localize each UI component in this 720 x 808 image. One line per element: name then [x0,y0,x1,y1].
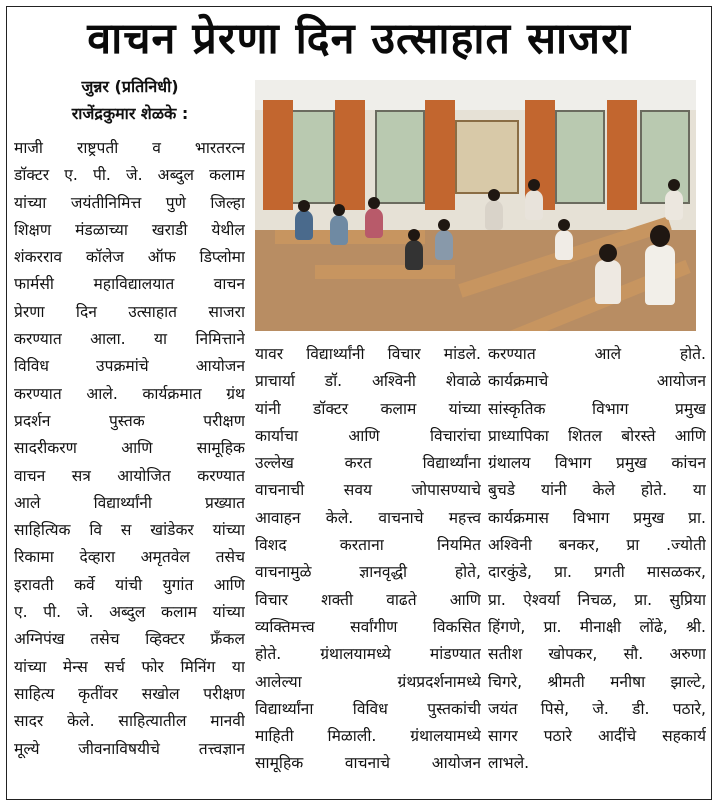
article-line: माहिती मिळाली. ग्रंथालयामध्ये [255,727,481,746]
article-line: प्रेरणा दिन उत्साहात साजरा [14,302,245,321]
article-line: माजी राष्ट्रपती व भारतरत्न [14,139,245,157]
photo-student-head [650,225,670,247]
article-column-3 [488,341,706,778]
photo-curtain [263,100,293,210]
photo-student-head [528,179,540,191]
article-line: शिक्षण मंडळाच्या खराडी येथील [14,220,245,239]
article-line: इरावती कर्वे यांची युगांत आणि [14,575,245,594]
photo-curtain [607,100,637,210]
article-line: ए. पी. जे. अब्दुल कलाम यांच्या [14,603,245,622]
photo-window [555,110,605,204]
article-line: वाचनाची सवय जोपासण्याचे [255,481,481,500]
photo-student-head [668,179,680,191]
article-line: कार्यक्रमास विभाग प्रमुख प्रा. [488,508,706,527]
article-line: कार्यक्रमाचे आयोजन [488,372,706,391]
article-line: सामूहिक वाचनाचे आयोजन [255,754,481,773]
article-line: प्राध्यापिका शितल बोरस्ते आणि [488,426,706,445]
photo-student [665,190,683,220]
article-line: अग्निपंख तसेच व्हिक्टर फ्रँकल [14,630,245,649]
article-line: साहित्यिक वि स खांडेकर यांच्या [14,521,245,540]
article-line: विचार शक्ती वाढते आणि [255,590,481,609]
article-line: व्यक्तिमत्त्व सर्वांगीण विकसित [255,617,481,636]
article-line: विविध उपक्रमांचे आयोजन [14,357,245,376]
article-line: आवाहन केले. वाचनाचे महत्त्व [255,508,481,527]
photo-student-head [599,244,617,262]
photo-curtain [425,100,455,210]
article-line: सागर पठारे आदींचे सहकार्य [488,727,706,746]
byline [12,73,248,127]
photo-window [640,110,690,204]
photo-student-head [558,219,570,231]
photo-student-head [333,204,345,216]
article-line: दारकुंडे, प्रा. प्रगती मासळकर, [488,563,706,582]
article-photo [255,80,696,331]
byline-place: जुन्नर (प्रतिनिधी) [81,77,179,96]
article-headline: वाचन प्रेरणा दिन उत्साहात साजरा [87,14,631,64]
article-line: जयंत पिसे, जे. डी. पठारे, [488,699,706,718]
photo-student-head [368,197,380,209]
article-line: करण्यात आला. या निमित्ताने [14,330,245,349]
article-line: सादरीकरण आणि सामूहिक [14,439,245,458]
photo-student [435,230,453,260]
article-line: आलेल्या ग्रंथप्रदर्शनामध्ये [255,672,481,691]
photo-student [295,210,313,240]
article-line: यांनी डॉक्टर कलाम यांच्या [255,399,481,418]
article-line: यांच्या जयंतीनिमित्त पुणे जिल्हा [14,193,245,212]
article-line: सांस्कृतिक विभाग प्रमुख [488,399,706,418]
photo-student [645,245,675,305]
article-line: शंकरराव कॉलेज ऑफ डिप्लोमा [14,248,245,267]
article-line: प्रदर्शन पुस्तक परीक्षण [14,411,245,430]
photo-student [330,215,348,245]
article-line: वाचन सत्र आयोजित करण्यात [14,466,245,485]
photo-student-head [408,229,420,241]
article-column-1 [14,135,245,763]
article-line: आले विद्यार्थ्यांनी प्रख्यात [14,493,245,512]
article-line: ग्रंथालय विभाग प्रमुख कांचन [488,454,706,473]
article-line: अश्विनी बनकर, प्रा .ज्योती [488,536,706,555]
photo-student [555,230,573,260]
article-line: प्रा. ऐश्वर्या निचळ, प्रा. सुप्रिया [488,590,706,609]
byline-author: राजेंद्रकुमार शेळके : [71,104,189,123]
photo-student [525,190,543,220]
article-line: हिंगणे, प्रा. मीनाक्षी लोंढे, श्री. [488,617,706,636]
article-line: लाभले. [488,754,530,773]
article-line: विशद करताना नियमित [255,536,481,555]
photo-student [365,208,383,238]
photo-student [405,240,423,270]
article-line: करण्यात आले. कार्यक्रमात ग्रंथ [14,384,245,403]
article-line: फार्मसी महाविद्यालयात वाचन [14,275,245,294]
photo-student-head [298,200,310,212]
article-line: कार्याचा आणि विचारांचा [255,426,481,445]
article-line: सतीश खोपकर, सौ. अरुणा [488,645,706,664]
article-line: उल्लेख करत विद्यार्थ्यांना [255,454,481,473]
article-line: साहित्य कृतींवर सखोल परीक्षण [14,684,245,703]
article-line: यांच्या मेन्स सर्च फोर मिनिंग या [14,657,245,676]
photo-student-head [438,219,450,231]
article-line: प्राचार्या डॉ. अश्विनी शेवाळे [255,372,481,391]
article-line: विद्यार्थ्यांना विविध पुस्तकांची [255,699,481,718]
photo-curtain [335,100,365,210]
article-line: बुचडे यांनी केले होते. या [488,481,706,500]
article-line: सादर केले. साहित्यातील मानवी [14,712,245,731]
article-line: करण्यात आले होते. [488,345,706,363]
photo-table [315,265,455,279]
photo-window [375,110,425,204]
article-line: मूल्ये जीवनाविषयीचे तत्त्वज्ञान [14,739,245,758]
photo-student-head [488,189,500,201]
article-line: यावर विद्यार्थ्यांनी विचार मांडले. [255,345,481,363]
article-line: चिगरे, श्रीमती मनीषा झाल्टे, [488,672,706,691]
article-line: डॉक्टर ए. पी. जे. अब्दुल कलाम [14,166,245,185]
article-line: होते. ग्रंथालयामध्ये मांडण्यात [255,645,481,664]
article-line: रिकामा देव्हारा अमृतवेल तसेच [14,548,245,567]
photo-student [595,260,621,304]
photo-notice-board [455,120,519,194]
article-line: वाचनामुळे ज्ञानवृद्धी होते, [255,563,481,582]
article-column-2 [255,341,481,778]
photo-student [485,200,503,230]
